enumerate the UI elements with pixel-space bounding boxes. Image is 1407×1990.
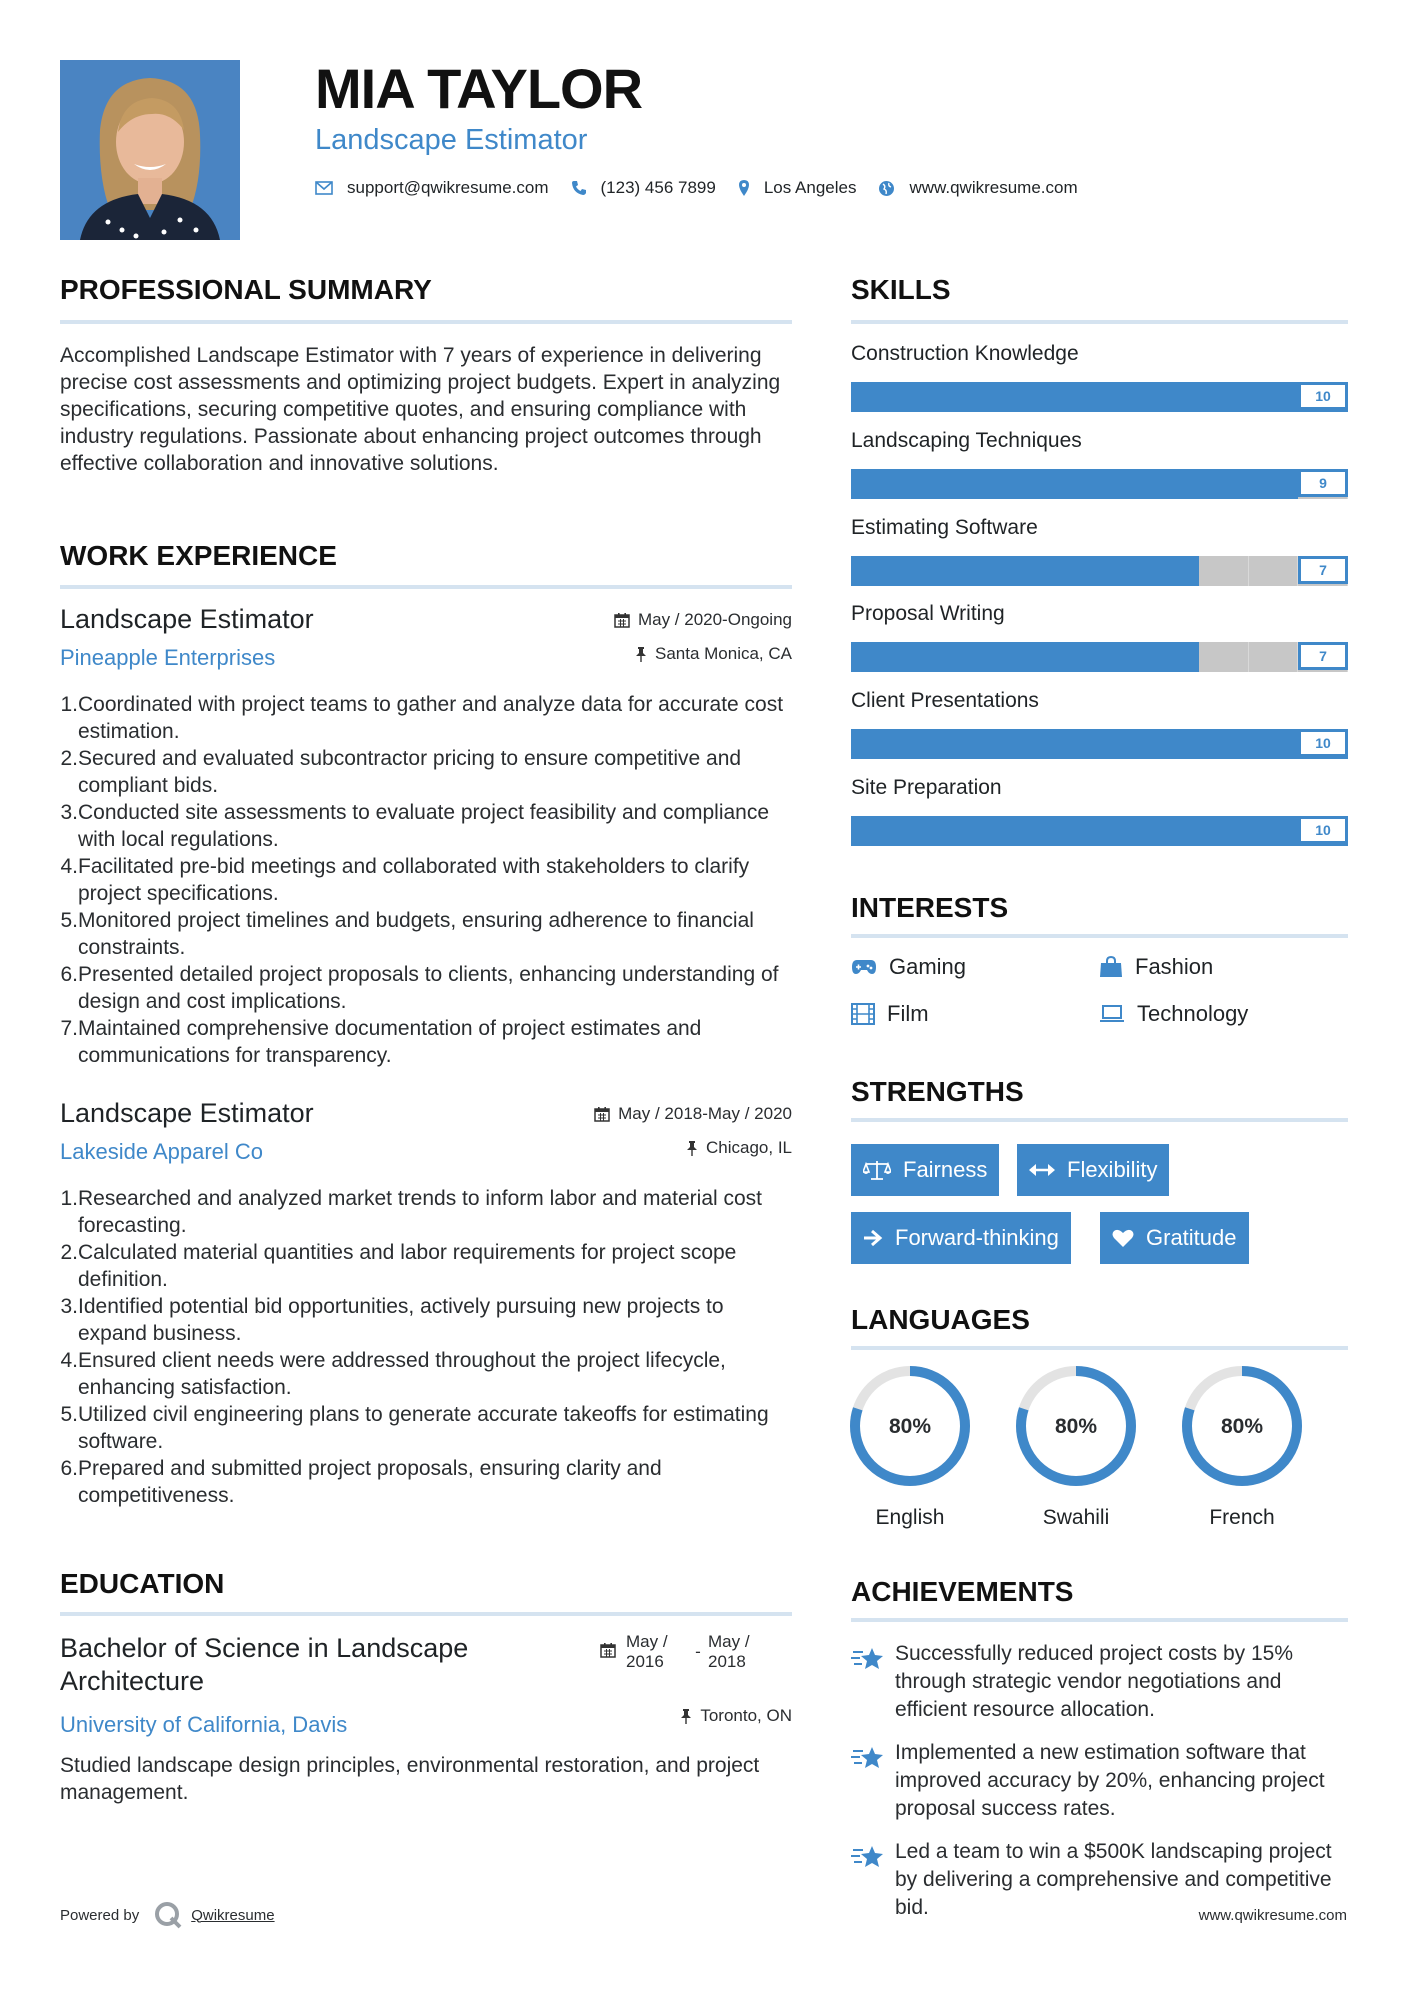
skill-item xyxy=(851,776,1348,838)
ring-percent-label: 80% xyxy=(1054,1415,1098,1438)
balance-scale-icon xyxy=(863,1159,891,1181)
skill-segment-filled xyxy=(901,382,951,412)
shopping-bag-icon xyxy=(1099,956,1123,978)
skill-segment-filled xyxy=(950,816,1000,846)
languages-divider xyxy=(851,1346,1348,1350)
map-marker-icon xyxy=(738,179,750,197)
interest-film xyxy=(851,1001,929,1027)
skill-bar xyxy=(851,642,1348,672)
phone-icon xyxy=(571,180,587,196)
brand-link[interactable]: Qwikresume xyxy=(191,1906,275,1924)
website-text: www.qwikresume.com xyxy=(909,178,1078,197)
job-location-text: Chicago, IL xyxy=(706,1138,792,1157)
skill-segment-filled xyxy=(1050,642,1100,672)
skill-item xyxy=(851,602,1348,664)
skill-item xyxy=(851,689,1348,751)
email-text: support@qwikresume.com xyxy=(347,178,549,197)
summary-heading: PROFESSIONAL SUMMARY xyxy=(60,274,432,305)
contact-bar xyxy=(315,178,1100,198)
job-company: Lakeside Apparel Co xyxy=(60,1139,264,1164)
interest-fashion xyxy=(1099,954,1213,980)
education-location xyxy=(680,1706,792,1726)
skill-segment-filled xyxy=(1000,382,1050,412)
skill-segment-filled xyxy=(1199,729,1249,759)
education-divider xyxy=(60,1612,792,1616)
phone-text: (123) 456 7899 xyxy=(600,178,716,197)
skill-segment-filled xyxy=(1000,816,1050,846)
list-item: 6. Prepared and submitted project proposals, ensuring clarity and competitiveness. xyxy=(60,1457,662,1507)
experience-heading: WORK EXPERIENCE xyxy=(60,540,337,571)
job-bullets xyxy=(60,691,792,1069)
skill-segment-filled xyxy=(901,816,951,846)
school: University of California, Davis xyxy=(60,1712,348,1737)
list-item: 3. Conducted site assessments to evaluate project feasibility and compliance with local regulations. xyxy=(60,801,770,851)
job-date xyxy=(594,1104,792,1124)
strength-label: Fairness xyxy=(903,1157,988,1182)
skill-segment-empty xyxy=(1199,556,1249,586)
skill-segment-filled xyxy=(1249,382,1299,412)
skill-segment-filled xyxy=(901,642,951,672)
globe-icon xyxy=(878,180,895,197)
list-item: 5. Utilized civil engineering plans to generate accurate takeoffs for estimating software. xyxy=(60,1403,769,1453)
achievement-text: Implemented a new estimation software that improved accuracy by 20%, enhancing project proposal success rates. xyxy=(895,1741,1325,1820)
envelope-icon xyxy=(315,181,333,195)
language-english xyxy=(848,1364,972,1530)
skill-bar xyxy=(851,729,1348,759)
skills-heading: SKILLS xyxy=(851,274,951,305)
arrows-horizontal-icon xyxy=(1029,1163,1055,1177)
contact-website[interactable] xyxy=(878,178,1077,198)
skill-name: Site Preparation xyxy=(851,776,1002,799)
laptop-icon xyxy=(1099,1005,1125,1023)
strength-label: Flexibility xyxy=(1067,1157,1158,1182)
gamepad-icon xyxy=(851,958,877,976)
education-heading: EDUCATION xyxy=(60,1568,225,1599)
skill-bar xyxy=(851,556,1348,586)
skill-segment-empty xyxy=(1249,642,1299,672)
skill-segment-filled xyxy=(1199,469,1249,499)
list-item: 1. Researched and analyzed market trends to inform labor and material cost forecasting. xyxy=(60,1187,763,1237)
skill-segment-filled xyxy=(1000,729,1050,759)
skill-segment-filled xyxy=(1000,469,1050,499)
skill-bar xyxy=(851,816,1348,846)
list-item: 4. Ensured client needs were addressed throughout the project lifecycle, enhancing satisfaction. xyxy=(60,1349,726,1399)
skill-segment-filled xyxy=(1149,816,1199,846)
end-date: May / 2018 xyxy=(708,1632,750,1671)
candidate-title: Landscape Estimator xyxy=(315,124,588,156)
powered-by-label: Powered by xyxy=(60,1906,140,1924)
pin-icon xyxy=(680,1708,692,1724)
job-bullets xyxy=(60,1185,792,1509)
language-name: French xyxy=(1209,1506,1275,1529)
skill-segment-empty xyxy=(1249,556,1299,586)
education-entry xyxy=(60,1632,792,1806)
location-text: Los Angeles xyxy=(763,178,857,197)
contact-location xyxy=(738,178,857,198)
achievements-divider xyxy=(851,1618,1348,1622)
skill-segment-filled xyxy=(1249,816,1299,846)
powered-by xyxy=(60,1900,275,1930)
language-ring xyxy=(848,1364,972,1488)
summary-divider xyxy=(60,320,792,324)
skill-segment-filled xyxy=(1050,816,1100,846)
skill-segment-filled xyxy=(1050,556,1100,586)
skill-segment-filled xyxy=(1100,816,1150,846)
skill-segment-filled xyxy=(1000,556,1050,586)
language-swahili xyxy=(1014,1364,1138,1530)
skill-name: Client Presentations xyxy=(851,689,1039,712)
strengths-divider xyxy=(851,1118,1348,1122)
summary-text: Accomplished Landscape Estimator with 7 years of experience in delivering precise cost assessments and optimizing project budgets. Expert in analyzing specifications, securing competitive quotes, and ensuring compliance with industry regulations. Passionate about enhancing project outcomes through effective collaboration and innovative solutions. xyxy=(60,344,781,475)
job-location xyxy=(686,1138,792,1158)
skill-level-badge: 10 xyxy=(1298,816,1348,844)
film-icon xyxy=(851,1003,875,1025)
calendar-icon xyxy=(594,1106,610,1122)
skill-segment-filled xyxy=(1149,469,1199,499)
list-item: 6. Presented detailed project proposals to clients, enhancing understanding of design and cost implications. xyxy=(60,963,779,1013)
qwikresume-logo-icon xyxy=(153,1900,183,1930)
achievement-text: Successfully reduced project costs by 15% through strategic vendor negotiations and efficient resource allocation. xyxy=(895,1642,1294,1721)
achievement-item xyxy=(851,1838,1348,1922)
job-date-text: May / 2018-May / 2020 xyxy=(618,1104,792,1123)
skill-segment-filled xyxy=(901,729,951,759)
skill-segment-filled xyxy=(851,382,901,412)
list-item: 2. Calculated material quantities and labor requirements for project scope definition. xyxy=(60,1241,737,1291)
education-dates xyxy=(600,1632,770,1672)
list-item: 1. Coordinated with project teams to gather and analyze data for accurate cost estimation. xyxy=(60,693,784,743)
calendar-icon xyxy=(600,1642,616,1658)
skill-segment-filled xyxy=(1149,556,1199,586)
job-company: Pineapple Enterprises xyxy=(60,645,276,670)
skill-item xyxy=(851,342,1348,404)
shooting-star-icon xyxy=(851,1644,885,1672)
skill-segment-filled xyxy=(851,729,901,759)
skill-level-badge: 7 xyxy=(1298,642,1348,670)
list-item: 3. Identified potential bid opportunities, actively pursuing new projects to expand business. xyxy=(60,1295,724,1345)
strengths-heading: STRENGTHS xyxy=(851,1076,1024,1107)
skill-level-badge: 7 xyxy=(1298,556,1348,584)
achievements-heading: ACHIEVEMENTS xyxy=(851,1576,1074,1607)
interest-gaming xyxy=(851,954,966,980)
list-item: 5. Monitored project timelines and budgets, ensuring adherence to financial constraints. xyxy=(60,909,754,959)
skill-segment-filled xyxy=(851,642,901,672)
achievement-item xyxy=(851,1739,1348,1823)
skill-level-badge: 10 xyxy=(1298,729,1348,757)
arrow-right-icon xyxy=(863,1229,883,1247)
interests-heading: INTERESTS xyxy=(851,892,1009,923)
education-description: Studied landscape design principles, environmental restoration, and project management. xyxy=(60,1754,760,1804)
skill-level-badge: 10 xyxy=(1298,382,1348,410)
skill-segment-filled xyxy=(1199,816,1249,846)
calendar-icon xyxy=(614,612,630,628)
list-item: 7. Maintained comprehensive documentation of project estimates and communications for transparency. xyxy=(60,1017,702,1067)
skill-segment-filled xyxy=(1050,729,1100,759)
skill-segment-filled xyxy=(851,556,901,586)
skill-segment-filled xyxy=(950,729,1000,759)
skill-segment-filled xyxy=(1199,382,1249,412)
skill-segment-filled xyxy=(1100,556,1150,586)
skill-segment-filled xyxy=(901,556,951,586)
shooting-star-icon xyxy=(851,1842,885,1870)
degree: Bachelor of Science in Landscape Architecture xyxy=(60,1633,469,1696)
skill-name: Landscaping Techniques xyxy=(851,429,1082,452)
skill-segment-filled xyxy=(1050,469,1100,499)
skill-segment-filled xyxy=(901,469,951,499)
job-date xyxy=(614,610,792,630)
languages-heading: LANGUAGES xyxy=(851,1304,1030,1335)
job-location xyxy=(635,644,792,664)
skill-segment-filled xyxy=(1149,642,1199,672)
skill-segment-filled xyxy=(1249,729,1299,759)
skill-segment-filled xyxy=(851,816,901,846)
job-entry-1 xyxy=(60,604,792,1069)
skill-item xyxy=(851,516,1348,578)
skill-name: Construction Knowledge xyxy=(851,342,1079,365)
interest-technology xyxy=(1099,1001,1248,1027)
date-separator: - xyxy=(695,1642,701,1661)
skill-name: Estimating Software xyxy=(851,516,1038,539)
strength-flexibility xyxy=(1017,1144,1169,1196)
skill-segment-filled xyxy=(1100,729,1150,759)
interest-label: Gaming xyxy=(889,954,967,979)
pin-icon xyxy=(635,646,647,662)
candidate-name: MIA TAYLOR xyxy=(315,57,643,120)
skill-segment-filled xyxy=(1149,729,1199,759)
profile-photo xyxy=(60,60,240,240)
skill-bar xyxy=(851,382,1348,412)
skill-segment-filled xyxy=(1000,642,1050,672)
list-item: 4. Facilitated pre-bid meetings and collaborated with stakeholders to clarify project specifications. xyxy=(60,855,750,905)
job-location-text: Santa Monica, CA xyxy=(654,644,792,663)
skill-segment-filled xyxy=(1100,469,1150,499)
strength-fairness xyxy=(851,1144,999,1196)
ring-percent-label: 80% xyxy=(888,1415,932,1438)
strength-label: Forward-thinking xyxy=(895,1225,1059,1250)
skill-segment-filled xyxy=(1149,382,1199,412)
skill-segment-filled xyxy=(851,469,901,499)
job-date-text: May / 2020-Ongoing xyxy=(637,610,792,629)
strength-label: Gratitude xyxy=(1146,1225,1237,1250)
achievement-text: Led a team to win a $500K landscaping project by delivering a comprehensive and competitive bid. xyxy=(895,1840,1332,1919)
interest-label: Fashion xyxy=(1135,954,1214,979)
language-ring xyxy=(1014,1364,1138,1488)
skill-segment-filled xyxy=(950,469,1000,499)
start-date: May / 2016 xyxy=(626,1632,668,1671)
language-name: Swahili xyxy=(1042,1506,1110,1529)
language-name: English xyxy=(875,1506,945,1529)
skill-segment-filled xyxy=(950,642,1000,672)
skill-segment-filled xyxy=(1050,382,1100,412)
achievement-item xyxy=(851,1640,1348,1724)
contact-phone[interactable] xyxy=(571,178,716,198)
skills-divider xyxy=(851,320,1348,324)
skill-item xyxy=(851,429,1348,491)
footer-website[interactable]: www.qwikresume.com xyxy=(1198,1907,1347,1924)
shooting-star-icon xyxy=(851,1743,885,1771)
skill-name: Proposal Writing xyxy=(851,602,1005,625)
pin-icon xyxy=(686,1140,698,1156)
ring-percent-label: 80% xyxy=(1220,1415,1264,1438)
skill-segment-empty xyxy=(1199,642,1249,672)
interests-divider xyxy=(851,934,1348,938)
skill-level-badge: 9 xyxy=(1298,469,1348,497)
language-ring xyxy=(1180,1364,1304,1488)
interest-label: Technology xyxy=(1137,1001,1249,1026)
skill-segment-filled xyxy=(950,556,1000,586)
interest-label: Film xyxy=(887,1001,929,1026)
skill-segment-filled xyxy=(1100,642,1150,672)
language-french xyxy=(1180,1364,1304,1530)
job-title: Landscape Estimator xyxy=(60,604,314,634)
strength-forward-thinking xyxy=(851,1212,1071,1264)
experience-divider xyxy=(60,585,792,589)
list-item: 2. Secured and evaluated subcontractor pricing to ensure competitive and compliant bids. xyxy=(60,747,742,797)
job-entry-2 xyxy=(60,1098,792,1509)
strength-gratitude xyxy=(1100,1212,1249,1264)
contact-email[interactable] xyxy=(315,178,549,198)
skill-bar xyxy=(851,469,1348,499)
skill-segment-filled xyxy=(1100,382,1150,412)
skill-segment-filled xyxy=(950,382,1000,412)
skill-segment-filled xyxy=(1249,469,1299,499)
job-title: Landscape Estimator xyxy=(60,1098,314,1128)
heart-icon xyxy=(1112,1228,1134,1248)
education-location-text: Toronto, ON xyxy=(700,1706,792,1725)
